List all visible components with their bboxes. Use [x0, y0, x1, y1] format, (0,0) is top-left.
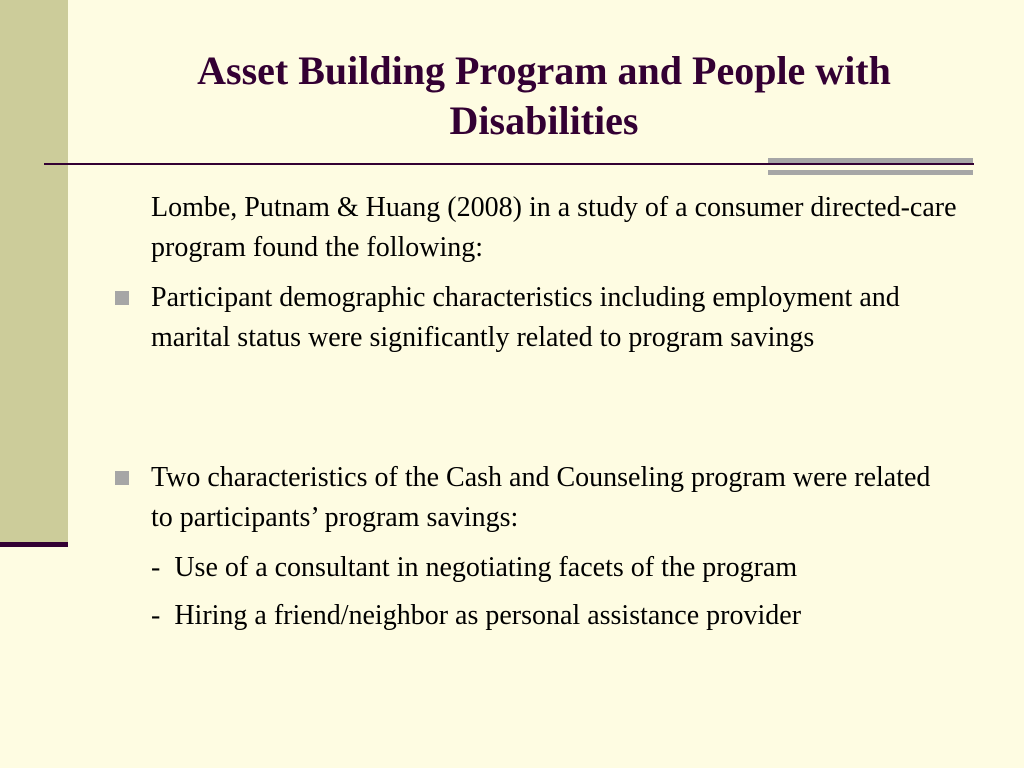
bullet-item: Two characteristics of the Cash and Counseling program were related to participants’ program savings:: [151, 462, 931, 533]
square-bullet-icon: [115, 471, 129, 485]
square-bullet-icon: [115, 291, 129, 305]
sub-item: - Hiring a friend/neighbor as personal assistance provider: [151, 600, 802, 631]
slide-title: Asset Building Program and People with Disabilities: [197, 48, 891, 143]
sub-item: - Use of a consultant in negotiating facets of the program: [151, 552, 798, 583]
bullet-item: Participant demographic characteristics including employment and marital status were significantly related to program savings: [151, 282, 900, 353]
intro-paragraph: Lombe, Putnam & Huang (2008) in a study of a consumer directed-care program found the following:: [151, 192, 957, 263]
